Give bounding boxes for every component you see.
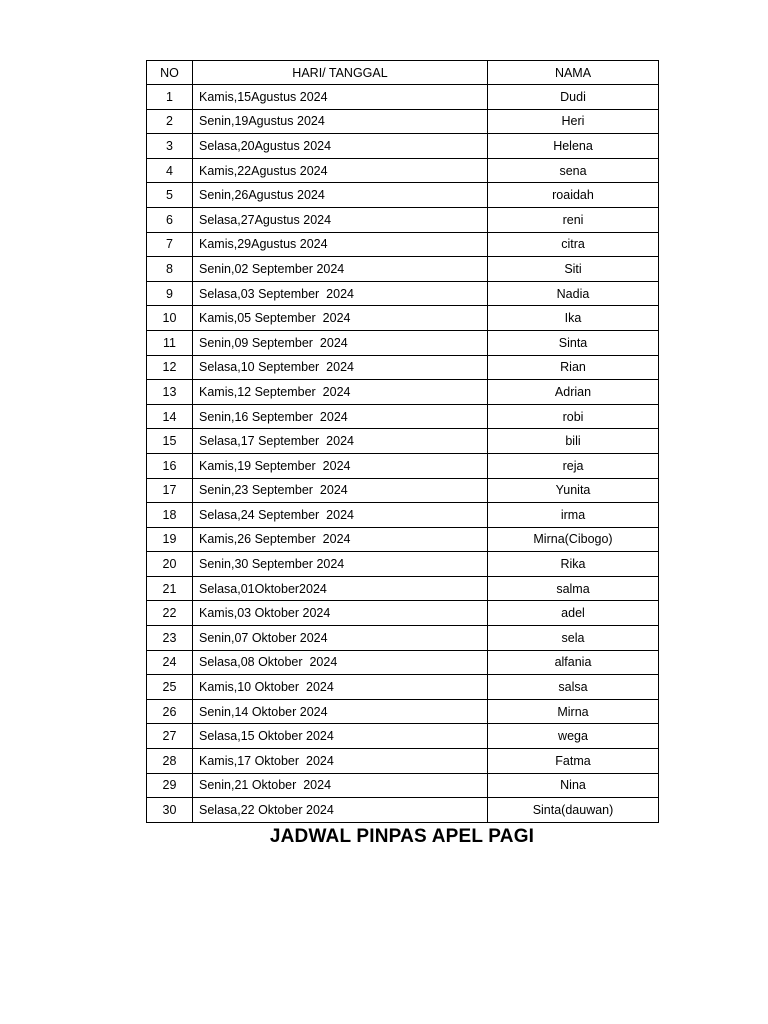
cell-no: 12	[147, 355, 193, 380]
cell-nama: Fatma	[488, 749, 659, 774]
table-row	[147, 330, 659, 355]
cell-nama: salma	[488, 576, 659, 601]
cell-no: 15	[147, 429, 193, 454]
cell-hari-tanggal: Senin,16 September 2024	[193, 404, 488, 429]
table-body	[147, 85, 659, 823]
cell-hari-tanggal: Selasa,03 September 2024	[193, 281, 488, 306]
cell-hari-tanggal: Senin,07 Oktober 2024	[193, 626, 488, 651]
table-row	[147, 453, 659, 478]
cell-no: 22	[147, 601, 193, 626]
cell-hari-tanggal: Kamis,17 Oktober 2024	[193, 749, 488, 774]
cell-no: 13	[147, 380, 193, 405]
cell-nama: Adrian	[488, 380, 659, 405]
cell-hari-tanggal: Selasa,20Agustus 2024	[193, 134, 488, 159]
table-header-row	[147, 61, 659, 85]
cell-no: 1	[147, 85, 193, 110]
cell-hari-tanggal: Kamis,15Agustus 2024	[193, 85, 488, 110]
cell-nama: irma	[488, 503, 659, 528]
cell-nama: bili	[488, 429, 659, 454]
header-nama: NAMA	[488, 61, 659, 85]
table-row	[147, 749, 659, 774]
table-row	[147, 404, 659, 429]
cell-no: 11	[147, 330, 193, 355]
cell-nama: citra	[488, 232, 659, 257]
table-row	[147, 675, 659, 700]
cell-nama: sena	[488, 158, 659, 183]
cell-hari-tanggal: Kamis,03 Oktober 2024	[193, 601, 488, 626]
table-row	[147, 503, 659, 528]
cell-nama: Sinta	[488, 330, 659, 355]
cell-nama: wega	[488, 724, 659, 749]
cell-no: 17	[147, 478, 193, 503]
table-row	[147, 232, 659, 257]
table-row	[147, 257, 659, 282]
cell-nama: Mirna(Cibogo)	[488, 527, 659, 552]
cell-hari-tanggal: Senin,30 September 2024	[193, 552, 488, 577]
table-row	[147, 478, 659, 503]
table-row	[147, 798, 659, 823]
table-row	[147, 134, 659, 159]
table-row	[147, 109, 659, 134]
cell-hari-tanggal: Senin,02 September 2024	[193, 257, 488, 282]
cell-no: 2	[147, 109, 193, 134]
table-row	[147, 724, 659, 749]
cell-hari-tanggal: Senin,14 Oktober 2024	[193, 699, 488, 724]
cell-nama: reni	[488, 207, 659, 232]
cell-nama: robi	[488, 404, 659, 429]
table-row	[147, 650, 659, 675]
cell-no: 18	[147, 503, 193, 528]
cell-no: 3	[147, 134, 193, 159]
table-row	[147, 281, 659, 306]
table-row	[147, 552, 659, 577]
cell-no: 7	[147, 232, 193, 257]
cell-hari-tanggal: Selasa,17 September 2024	[193, 429, 488, 454]
cell-hari-tanggal: Kamis,29Agustus 2024	[193, 232, 488, 257]
table-row	[147, 699, 659, 724]
cell-no: 26	[147, 699, 193, 724]
cell-no: 27	[147, 724, 193, 749]
schedule-table	[146, 60, 659, 823]
cell-nama: Dudi	[488, 85, 659, 110]
cell-hari-tanggal: Kamis,26 September 2024	[193, 527, 488, 552]
cell-nama: roaidah	[488, 183, 659, 208]
header-no: NO	[147, 61, 193, 85]
cell-no: 30	[147, 798, 193, 823]
table-row	[147, 527, 659, 552]
table-row	[147, 601, 659, 626]
table-row	[147, 207, 659, 232]
table-row	[147, 306, 659, 331]
document-title: JADWAL PINPAS APEL PAGI	[269, 826, 535, 847]
cell-no: 6	[147, 207, 193, 232]
cell-hari-tanggal: Selasa,08 Oktober 2024	[193, 650, 488, 675]
cell-nama: reja	[488, 453, 659, 478]
table-row	[147, 576, 659, 601]
cell-nama: Helena	[488, 134, 659, 159]
cell-nama: Nina	[488, 773, 659, 798]
cell-nama: salsa	[488, 675, 659, 700]
cell-no: 5	[147, 183, 193, 208]
table-row	[147, 158, 659, 183]
cell-nama: Sinta(dauwan)	[488, 798, 659, 823]
cell-hari-tanggal: Selasa,15 Oktober 2024	[193, 724, 488, 749]
table-row	[147, 773, 659, 798]
cell-no: 23	[147, 626, 193, 651]
cell-nama: Rian	[488, 355, 659, 380]
cell-no: 19	[147, 527, 193, 552]
cell-hari-tanggal: Kamis,22Agustus 2024	[193, 158, 488, 183]
cell-hari-tanggal: Selasa,10 September 2024	[193, 355, 488, 380]
cell-no: 14	[147, 404, 193, 429]
cell-no: 20	[147, 552, 193, 577]
cell-nama: Ika	[488, 306, 659, 331]
cell-nama: Rika	[488, 552, 659, 577]
cell-nama: adel	[488, 601, 659, 626]
table-row	[147, 626, 659, 651]
cell-hari-tanggal: Selasa,22 Oktober 2024	[193, 798, 488, 823]
cell-no: 24	[147, 650, 193, 675]
header-hari-tanggal: HARI/ TANGGAL	[193, 61, 488, 85]
cell-hari-tanggal: Selasa,01Oktober2024	[193, 576, 488, 601]
cell-no: 8	[147, 257, 193, 282]
cell-hari-tanggal: Senin,09 September 2024	[193, 330, 488, 355]
cell-nama: Yunita	[488, 478, 659, 503]
cell-hari-tanggal: Senin,23 September 2024	[193, 478, 488, 503]
cell-nama: sela	[488, 626, 659, 651]
table-row	[147, 85, 659, 110]
cell-no: 25	[147, 675, 193, 700]
table-row	[147, 355, 659, 380]
cell-no: 28	[147, 749, 193, 774]
cell-no: 9	[147, 281, 193, 306]
cell-hari-tanggal: Kamis,05 September 2024	[193, 306, 488, 331]
table-row	[147, 183, 659, 208]
cell-no: 29	[147, 773, 193, 798]
cell-nama: alfania	[488, 650, 659, 675]
cell-hari-tanggal: Selasa,27Agustus 2024	[193, 207, 488, 232]
cell-no: 10	[147, 306, 193, 331]
cell-hari-tanggal: Senin,26Agustus 2024	[193, 183, 488, 208]
cell-hari-tanggal: Kamis,19 September 2024	[193, 453, 488, 478]
cell-nama: Heri	[488, 109, 659, 134]
cell-hari-tanggal: Kamis,12 September 2024	[193, 380, 488, 405]
cell-no: 4	[147, 158, 193, 183]
cell-hari-tanggal: Senin,21 Oktober 2024	[193, 773, 488, 798]
cell-nama: Siti	[488, 257, 659, 282]
cell-hari-tanggal: Selasa,24 September 2024	[193, 503, 488, 528]
cell-no: 16	[147, 453, 193, 478]
cell-hari-tanggal: Senin,19Agustus 2024	[193, 109, 488, 134]
cell-no: 21	[147, 576, 193, 601]
cell-nama: Mirna	[488, 699, 659, 724]
table-row	[147, 380, 659, 405]
cell-hari-tanggal: Kamis,10 Oktober 2024	[193, 675, 488, 700]
table-row	[147, 429, 659, 454]
cell-nama: Nadia	[488, 281, 659, 306]
